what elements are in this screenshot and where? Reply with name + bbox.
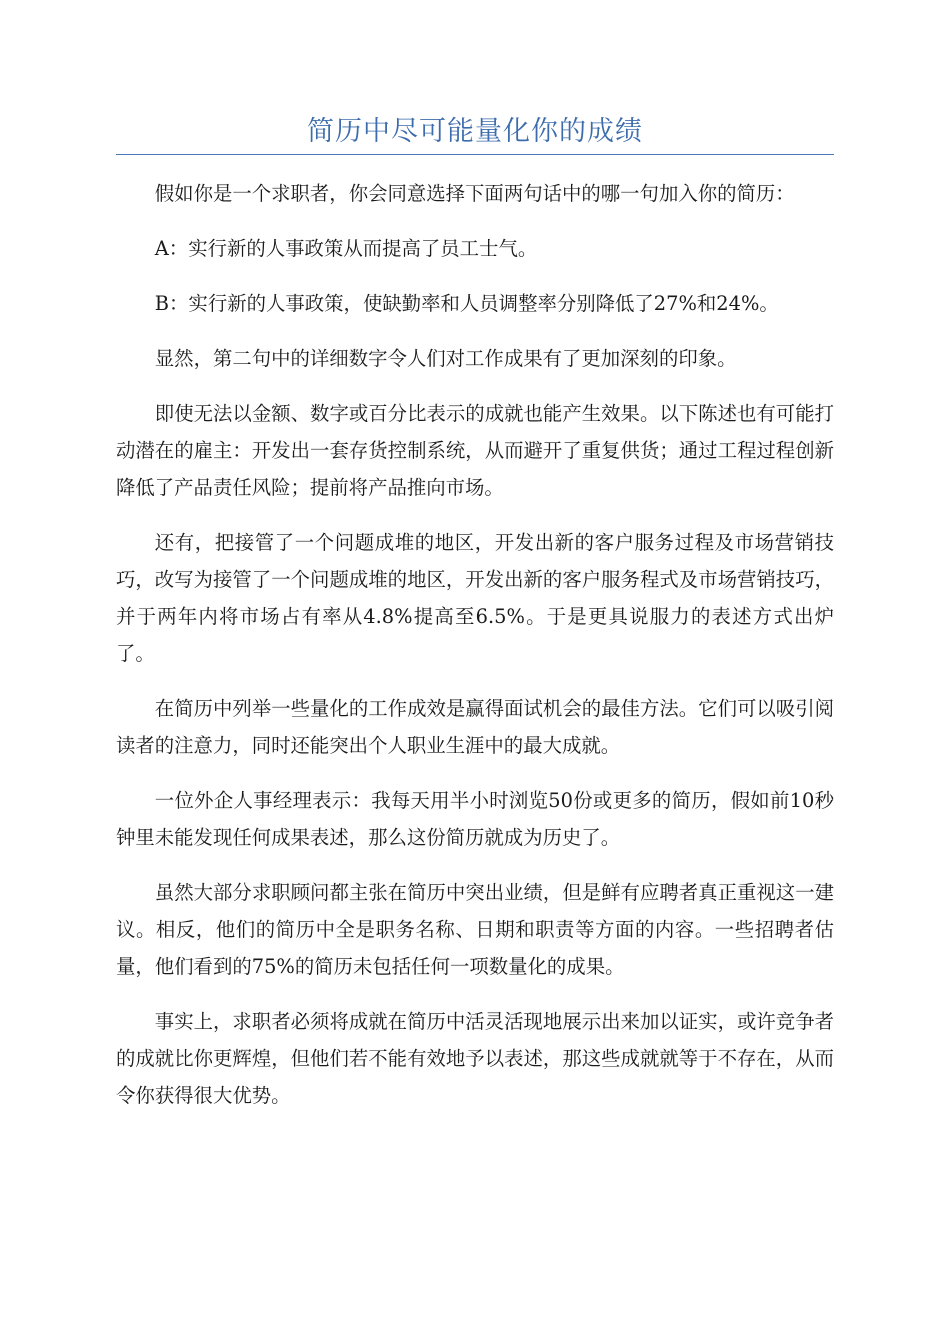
paragraph-option-b: B：实行新的人事政策，使缺勤率和人员调整率分别降低了27%和24%。: [154, 292, 779, 315]
paragraph-non-numeric: 即使无法以金额、数字或百分比表示的成就也能产生效果。以下陈述也有可能打动潜在的雇主：开发出一套存货控制系统，从而避开了重复供货；通过工程过程创新降低了产品责任风险；提前将产品推向市场。: [116, 402, 834, 499]
title-underline: [116, 154, 834, 155]
document-title: 简历中尽可能量化你的成绩: [307, 116, 643, 147]
paragraph-intro: 假如你是一个求职者，你会同意选择下面两句话中的哪一句加入你的简历：: [154, 182, 795, 205]
paragraph-final: 事实上，求职者必须将成就在简历中活灵活现地展示出来加以证实，或许竞争者的成就比你更辉煌，但他们若不能有效地予以表述，那这些成就就等于不存在，从而令你获得很大优势。: [116, 1010, 834, 1107]
paragraph-advice: 虽然大部分求职顾问都主张在简历中突出业绩，但是鲜有应聘者真正重视这一建议。相反，他们的简历中全是职务名称、日期和职责等方面的内容。一些招聘者估量，他们看到的75%的简历未包括任何一项数量化的成果。: [116, 881, 834, 978]
paragraph-hr-manager: 一位外企人事经理表示：我每天用半小时浏览50份或更多的简历，假如前10秒钟里未能发现任何成果表述，那么这份简历就成为历史了。: [116, 789, 834, 849]
document-body: [116, 175, 834, 1132]
paragraph-interview: 在简历中列举一些量化的工作成效是赢得面试机会的最佳方法。它们可以吸引阅读者的注意力，同时还能突出个人职业生涯中的最大成就。: [116, 697, 834, 757]
paragraph-conclusion: 显然，第二句中的详细数字令人们对工作成果有了更加深刻的印象。: [154, 347, 737, 370]
paragraph-option-a: A：实行新的人事政策从而提高了员工士气。: [154, 237, 538, 260]
paragraph-rewrite-example: 还有，把接管了一个问题成堆的地区，开发出新的客户服务过程及市场营销技巧，改写为接管了一个问题成堆的地区，开发出新的客户服务程式及市场营销技巧，并于两年内将市场占有率从4.8%提高至6.5%。于是更具说服力的表述方式出炉了。: [116, 531, 834, 665]
